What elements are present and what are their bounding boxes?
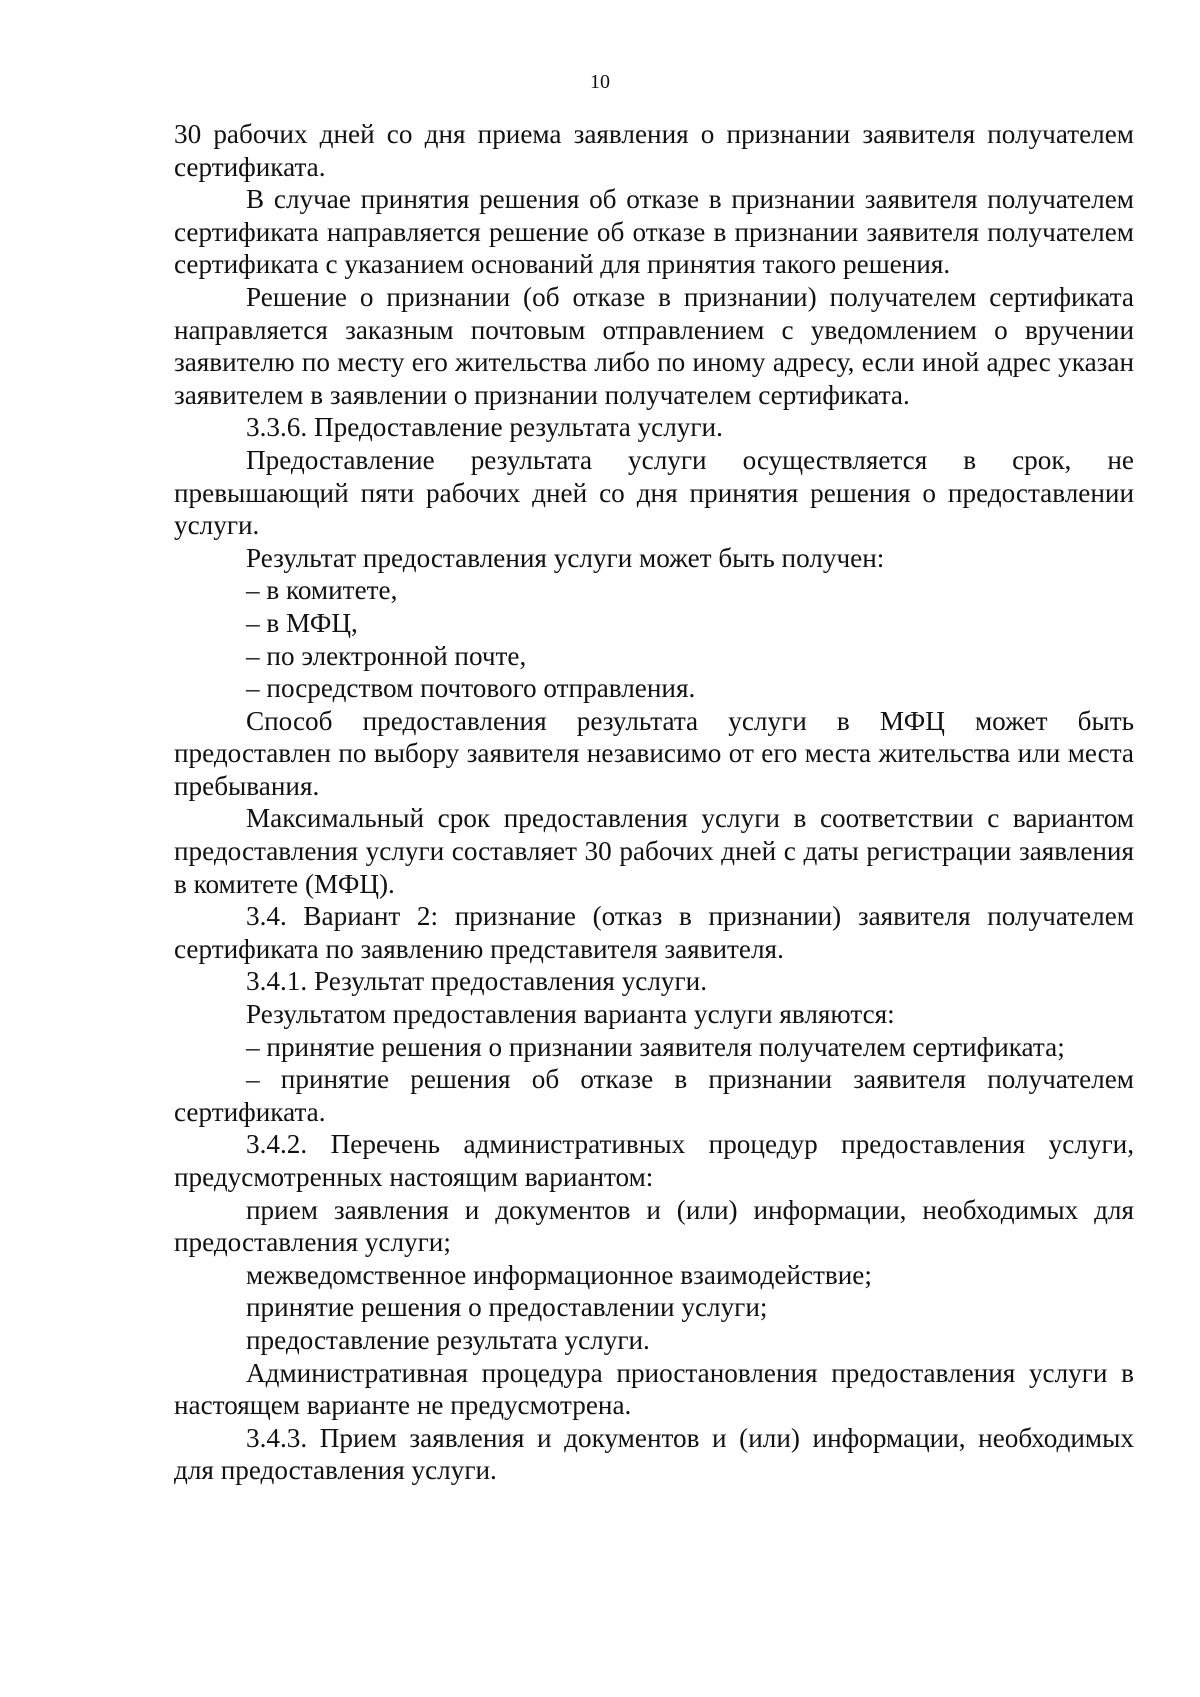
section-heading-3-3-6: 3.3.6. Предоставление результата услуги. bbox=[246, 412, 723, 443]
paragraph-decision-delivery: Решение о признании (об отказе в признании) получателем сертификата направляется заказным почтовым отправлением с уведомлением о вручении заявителю по месту его жительства либо по иному адресу, если иной адрес указан заявителем в заявлении о признании получателем сертификата. bbox=[174, 281, 1134, 410]
paragraph-no-suspension: Административная процедура приостановления предоставления услуги в настоящем варианте не предусмотрена. bbox=[174, 1357, 1134, 1421]
procedure-item-result: предоставление результата услуги. bbox=[246, 1324, 650, 1355]
list-item-mfc: – в МФЦ, bbox=[246, 607, 358, 638]
section-heading-3-4: 3.4. Вариант 2: признание (отказ в признании) заявителя получателем сертификата по заявлению представителя заявителя. bbox=[174, 901, 1134, 964]
document-body bbox=[174, 118, 1134, 1487]
list-item-recognition: – принятие решения о признании заявителя получателем сертификата; bbox=[246, 1031, 1065, 1062]
procedure-item-reception: прием заявления и документов и (или) информации, необходимых для предоставления услуги; bbox=[174, 1194, 1134, 1258]
procedure-item-interagency: межведомственное информационное взаимодействие; bbox=[246, 1259, 872, 1290]
paragraph-result-term: Предоставление результата услуги осуществляется в срок, не превышающий пяти рабочих дней со дня принятия решения о предоставлении услуги. bbox=[174, 444, 1134, 541]
procedure-item-decision: принятие решения о предоставлении услуги; bbox=[246, 1292, 768, 1323]
paragraph-result-ways-intro: Результат предоставления услуги может быть получен: bbox=[246, 542, 885, 573]
list-item-mail: – посредством почтового отправления. bbox=[246, 673, 696, 704]
paragraph-results-intro: Результатом предоставления варианта услуги являются: bbox=[246, 999, 895, 1030]
page-number: 10 bbox=[590, 71, 610, 93]
paragraph-max-term: Максимальный срок предоставления услуги в соответствии с вариантом предоставления услуги составляет 30 рабочих дней с даты регистрации заявления в комитете (МФЦ). bbox=[174, 803, 1134, 899]
section-heading-3-4-3: 3.4.3. Прием заявления и документов и (или) информации, необходимых для предоставления услуги. bbox=[174, 1422, 1134, 1486]
paragraph-continuation: 30 рабочих дней со дня приема заявления о признании заявителя получателем сертификата. bbox=[174, 119, 1134, 182]
section-heading-3-4-1: 3.4.1. Результат предоставления услуги. bbox=[246, 966, 708, 997]
section-heading-3-4-2: 3.4.2. Перечень административных процедур предоставления услуги, предусмотренных настоящим вариантом: bbox=[174, 1129, 1134, 1192]
list-item-email: – по электронной почте, bbox=[246, 640, 527, 671]
list-item-committee: – в комитете, bbox=[246, 575, 398, 606]
list-item-refusal: – принятие решения об отказе в признании заявителя получателем сертификата. bbox=[174, 1064, 1134, 1127]
paragraph-mfc-choice: Способ предоставления результата услуги в МФЦ может быть предоставлен по выбору заявителя независимо от его места жительства или места пребывания. bbox=[174, 705, 1134, 801]
paragraph-refusal-decision: В случае принятия решения об отказе в признании заявителя получателем сертификата направляется решение об отказе в признании заявителя получателем сертификата с указанием оснований для принятия такого решения. bbox=[174, 184, 1134, 280]
